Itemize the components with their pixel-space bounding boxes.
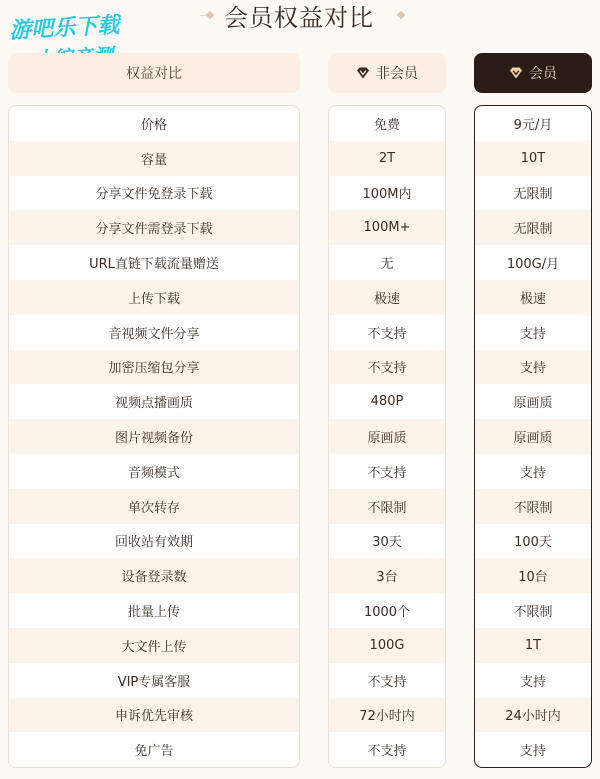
non-member-value-cell: 100M+ [329,210,445,245]
benefit-name-cell: 加密压缩包分享 [9,350,299,385]
benefit-name-cell: 音视频文件分享 [108,326,200,342]
member-value-cell: 原画质 [475,419,591,454]
benefit-name-cell: 大文件上传 [9,628,299,663]
non-member-value-cell: 30天 [372,535,402,551]
member-column [474,105,592,768]
member-value-cell: 原画质 [513,396,553,412]
member-value-cell: 支持 [475,350,591,385]
benefit-name-cell: 设备登录数 [9,558,299,593]
non-member-value-cell: 不支持 [367,465,407,481]
non-member-value-cell: 不支持 [367,674,407,690]
non-member-value-cell: 免费 [373,117,400,133]
member-value-cell: 10T [475,141,591,176]
member-value-cell: 9元/月 [513,117,553,133]
non-member-value-cell: 极速 [329,280,445,315]
member-value-cell: 无限制 [475,210,591,245]
non-member-value-cell: 不支持 [367,744,407,760]
non-member-value-cell: 不限制 [329,489,445,524]
member-value-cell: 支持 [519,465,546,481]
benefit-name-cell: 回收站有效期 [114,535,193,551]
header-non-member-label: 非会员 [376,66,418,82]
title-ornament-left [206,11,214,19]
page-title: 会员权益对比 [224,4,374,32]
non-member-value-cell: 100G [329,628,445,663]
non-member-value-cell: 原画质 [329,419,445,454]
benefit-name-cell: VIP专属客服 [117,674,191,690]
benefit-name-cell: 图片视频备份 [9,419,299,454]
member-value-cell: 100天 [514,535,552,551]
benefit-name-cell: 免广告 [134,744,174,760]
non-member-value-cell: 72小时内 [329,698,445,733]
member-value-cell: 支持 [519,326,546,342]
non-member-value-cell: 无 [380,257,394,273]
member-value-cell: 不限制 [513,605,553,621]
member-value-cell: 100G/月 [506,257,560,273]
benefit-name-cell: 分享文件免登录下载 [95,187,213,203]
non-member-column [328,105,446,768]
benefit-name-cell: 视频点播画质 [114,396,193,412]
header-member-label: 会员 [529,66,557,82]
non-member-value-cell: 不支持 [367,326,407,342]
vip-diamond-icon [356,67,370,79]
header-benefits-label: 权益对比 [126,66,182,82]
non-member-value-cell: 3台 [329,558,445,593]
member-value-cell: 1T [475,628,591,663]
non-member-value-cell: 480P [370,394,404,410]
benefits-column [8,105,300,768]
benefit-name-cell: 音频模式 [127,465,180,481]
benefit-name-cell: 分享文件需登录下载 [9,210,299,245]
benefit-name-cell: 上传下载 [9,280,299,315]
vip-diamond-icon [509,67,523,79]
benefit-name-cell: URL直链下载流量赠送 [89,257,219,273]
watermark-line-1: 游吧乐下载 [8,13,120,44]
benefit-name-cell: 价格 [140,117,167,133]
title-ornament-right [397,11,405,19]
non-member-value-cell: 1000个 [363,605,411,621]
member-value-cell: 24小时内 [475,698,591,733]
member-value-cell: 支持 [519,744,546,760]
header-non-member [328,53,446,93]
non-member-value-cell: 100M内 [362,187,412,203]
benefit-name-cell: 批量上传 [127,605,180,621]
benefit-name-cell: 容量 [9,141,299,176]
non-member-value-cell: 不支持 [329,350,445,385]
benefit-name-cell: 单次转存 [9,489,299,524]
non-member-value-cell: 2T [329,141,445,176]
member-value-cell: 无限制 [513,187,553,203]
header-benefits [8,53,300,93]
member-value-cell: 10台 [475,558,591,593]
member-value-cell: 极速 [475,280,591,315]
header-member [474,53,592,93]
benefit-name-cell: 申诉优先审核 [9,698,299,733]
member-value-cell: 支持 [519,674,546,690]
member-value-cell: 不限制 [475,489,591,524]
